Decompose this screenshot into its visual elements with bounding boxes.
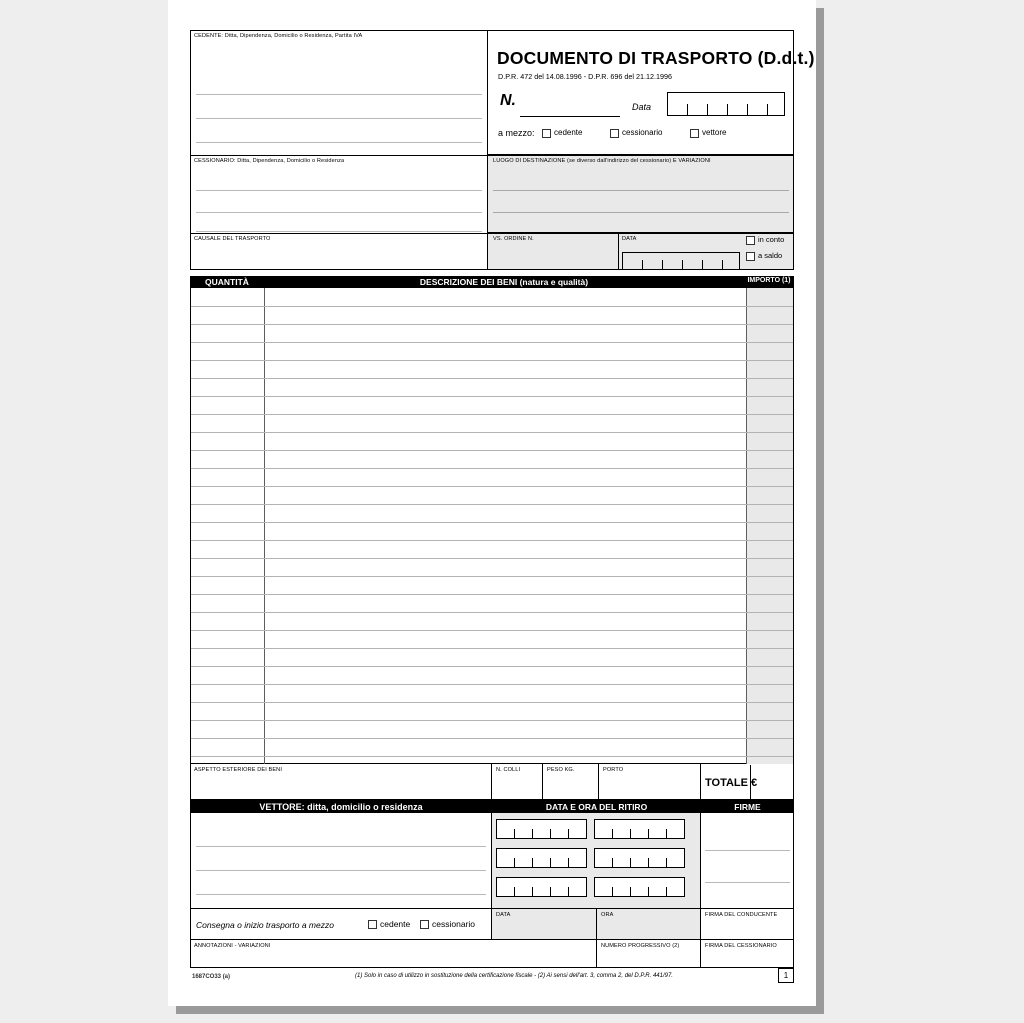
buyer-box[interactable]: [190, 155, 488, 233]
date-label: Data: [632, 102, 652, 112]
page-number: 1: [778, 968, 794, 983]
via-option-cedente: cedente: [554, 128, 583, 137]
checkbox-via-cessionario[interactable]: [610, 129, 619, 138]
driver-signature-label: FIRMA DEL CONDUCENTE: [705, 912, 778, 918]
document-subtitle: D.P.R. 472 del 14.08.1996 - D.P.R. 696 del 21.12.1996: [498, 72, 672, 81]
column-header-description: DESCRIZIONE DEI BENI (natura e qualità): [419, 277, 589, 287]
ddt-form: [190, 30, 815, 980]
via-option-cessionario: cessionario: [622, 128, 663, 137]
pickup-comb-date-3[interactable]: [496, 877, 587, 897]
checkbox-in-conto[interactable]: [746, 236, 755, 245]
column-header-amount: IMPORTO (1): [747, 277, 791, 284]
order-date-label: DATA: [622, 236, 637, 242]
document-title: DOCUMENTO DI TRASPORTO (D.d.t.): [497, 48, 815, 68]
delivery-option-cessionario: cessionario: [432, 919, 475, 929]
via-label: a mezzo:: [498, 128, 535, 138]
progressive-label: NUMERO PROGRESSIVO (2): [601, 943, 680, 949]
signatures-band-label: FIRME: [734, 802, 761, 812]
pickup-comb-time-3[interactable]: [594, 877, 685, 897]
number-rule[interactable]: [520, 116, 620, 117]
seller-label: CEDENTE: Ditta, Dipendenza, Domicilio o Residenza, Partita IVA: [194, 33, 363, 39]
checkbox-delivery-cessionario[interactable]: [420, 920, 429, 929]
document-page: [168, 0, 816, 1006]
option-in-conto: in conto: [758, 235, 785, 244]
port-label: PORTO: [603, 767, 624, 773]
total-value-field[interactable]: [750, 765, 794, 800]
pickup-hour-label: ORA: [601, 912, 614, 918]
seller-box[interactable]: [190, 30, 488, 155]
pickup-comb-time-2[interactable]: [594, 848, 685, 868]
destination-label: LUOGO DI DESTINAZIONE (se diverso dall'indirizzo del cessionario) E VARIAZIONI: [493, 158, 711, 164]
aspect-label: ASPETTO ESTERIORE DEI BENI: [194, 767, 282, 773]
checkbox-via-cedente[interactable]: [542, 129, 551, 138]
number-label: N.: [500, 92, 516, 109]
footnote-text: (1) Solo in caso di utilizzo in sostituzione della certificazione fiscale - (2) Ai sensi dell'art. 3, comma 2, del D.P.R. 441/97.: [355, 973, 673, 979]
weight-label: PESO KG.: [547, 767, 575, 773]
order-label: VS. ORDINE N.: [493, 236, 534, 242]
product-code: 1687CO33 (a): [192, 974, 231, 980]
delivery-option-cedente: cedente: [380, 919, 411, 929]
delivery-label: Consegna o inizio trasporto a mezzo: [196, 920, 334, 930]
pickup-date-label: DATA: [496, 912, 511, 918]
total-label: TOTALE €: [705, 777, 758, 789]
signatures-box[interactable]: [701, 813, 794, 909]
option-a-saldo: a saldo: [758, 251, 783, 260]
column-header-quantity: QUANTITÀ: [205, 277, 249, 287]
pickup-comb-date-1[interactable]: [496, 819, 587, 839]
buyer-signature-label: FIRMA DEL CESSIONARIO: [705, 943, 777, 949]
checkbox-delivery-cedente[interactable]: [368, 920, 377, 929]
carrier-band-label: VETTORE: ditta, domicilio o residenza: [259, 802, 423, 812]
checkbox-via-vettore[interactable]: [690, 129, 699, 138]
via-option-vettore: vettore: [702, 128, 727, 137]
packages-label: N. COLLI: [496, 767, 521, 773]
destination-box[interactable]: [488, 155, 794, 233]
checkbox-a-saldo[interactable]: [746, 252, 755, 261]
pickup-comb-time-1[interactable]: [594, 819, 685, 839]
notes-label: ANNOTAZIONI - VARIAZIONI: [194, 943, 271, 949]
pickup-comb-date-2[interactable]: [496, 848, 587, 868]
buyer-label: CESSIONARIO: Ditta, Dipendenza, Domicilio o Residenza: [194, 158, 345, 164]
reason-label: CAUSALE DEL TRASPORTO: [194, 236, 271, 242]
pickup-band-label: DATA E ORA DEL RITIRO: [545, 802, 648, 812]
